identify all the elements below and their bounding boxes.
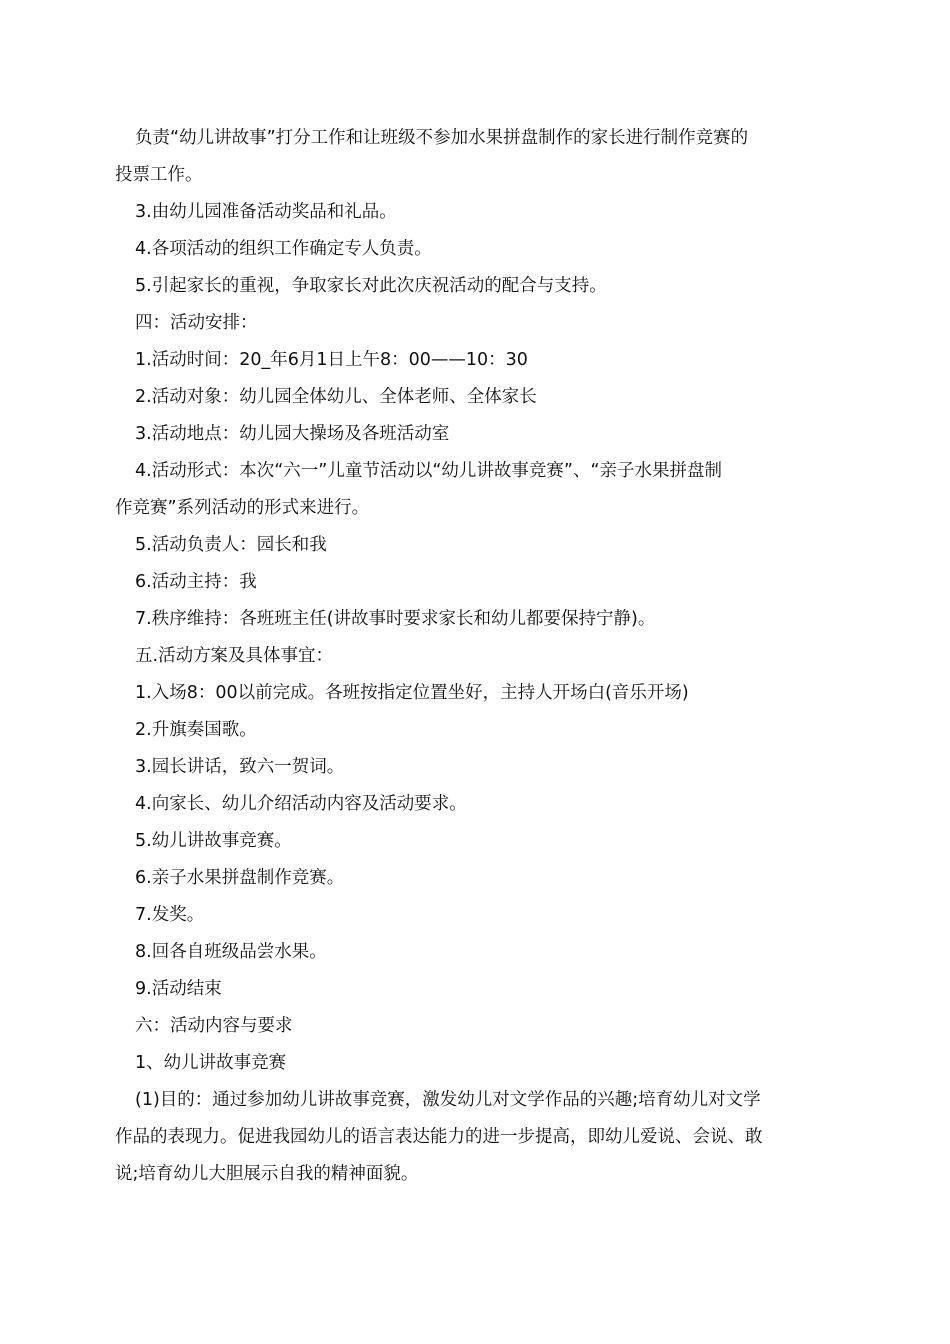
section-heading: 六：活动内容与要求 — [135, 1016, 293, 1036]
document-body — [115, 120, 837, 1193]
paragraph-line: 1.入场8：00以前完成。各班按指定位置坐好，主持人开场白(音乐开场) — [135, 683, 689, 703]
paragraph-line: 7.秩序维持：各班班主任(讲故事时要求家长和幼儿都要保持宁静)。 — [135, 609, 656, 629]
paragraph-line: 7.发奖。 — [135, 905, 205, 925]
paragraph-line: 3.活动地点：幼儿园大操场及各班活动室 — [135, 424, 450, 444]
paragraph-line: 6.活动主持：我 — [135, 572, 257, 592]
paragraph-line: 5.幼儿讲故事竞赛。 — [135, 831, 292, 851]
section-heading: 五.活动方案及具体事宜： — [135, 646, 334, 666]
paragraph-line: 投票工作。 — [115, 165, 203, 185]
paragraph-line: 2.活动对象：幼儿园全体幼儿、全体老师、全体家长 — [135, 387, 537, 407]
paragraph-line: 5.活动负责人：园长和我 — [135, 535, 327, 555]
paragraph-line: 2.升旗奏国歌。 — [135, 720, 257, 740]
paragraph-line: 作品的表现力。促进我园幼儿的语言表达能力的进一步提高，即幼儿爱说、会说、敢 — [115, 1127, 763, 1147]
paragraph-line: 8.回各自班级品尝水果。 — [135, 942, 327, 962]
paragraph-line: 4.各项活动的组织工作确定专人负责。 — [135, 239, 432, 259]
paragraph-line: 负责“幼儿讲故事”打分工作和让班级不参加水果拼盘制作的家长进行制作竞赛的 — [135, 128, 749, 148]
paragraph-line: 5.引起家长的重视，争取家长对此次庆祝活动的配合与支持。 — [135, 276, 607, 296]
paragraph-line: 说;培育幼儿大胆展示自我的精神面貌。 — [115, 1164, 419, 1184]
subsection-heading: 1、幼儿讲故事竞赛 — [135, 1053, 287, 1073]
paragraph-line: 1.活动时间：20_年6月1日上午8：00——10：30 — [135, 350, 528, 370]
paragraph-line: 4.活动形式：本次“六一”儿童节活动以“幼儿讲故事竞赛”、“亲子水果拼盘制 — [135, 461, 723, 481]
section-heading: 四：活动安排： — [135, 313, 258, 333]
paragraph-line: 3.园长讲话，致六一贺词。 — [135, 757, 345, 777]
paragraph-line: 4.向家长、幼儿介绍活动内容及活动要求。 — [135, 794, 467, 814]
paragraph-line: 3.由幼儿园准备活动奖品和礼品。 — [135, 202, 397, 222]
paragraph-line: 作竞赛”系列活动的形式来进行。 — [115, 498, 370, 518]
paragraph-line: 6.亲子水果拼盘制作竞赛。 — [135, 868, 345, 888]
paragraph-line: 9.活动结束 — [135, 979, 222, 999]
paragraph-line: (1)目的：通过参加幼儿讲故事竞赛，激发幼儿对文学作品的兴趣;培育幼儿对文学 — [135, 1090, 761, 1110]
